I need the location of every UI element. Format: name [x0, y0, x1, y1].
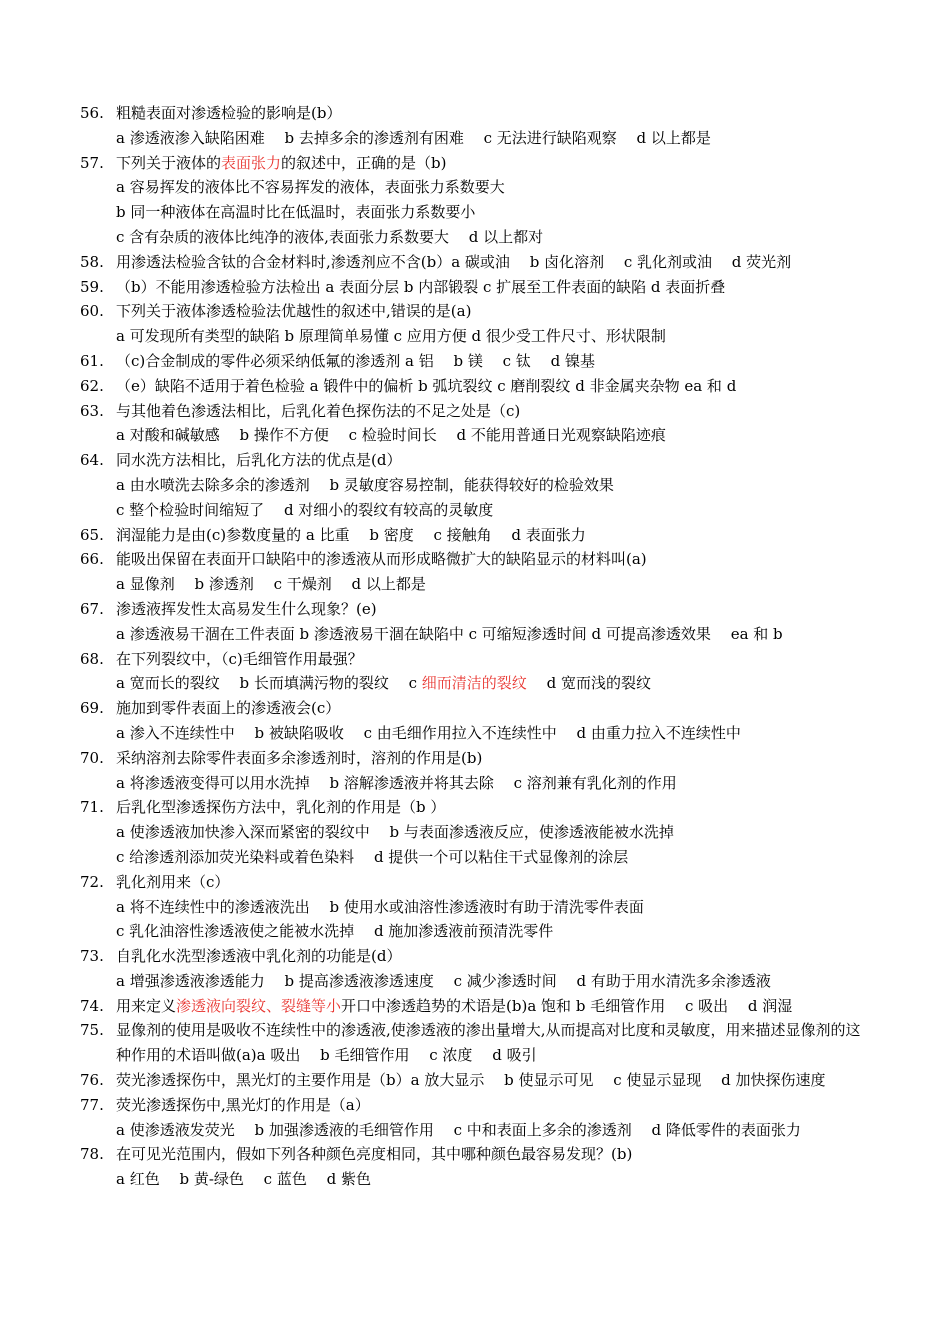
question-text [80, 448, 880, 473]
text-segment: 在可见光范围内，假如下列各种颜色亮度相同，其中哪种颜色最容易发现？(b) [116, 1145, 633, 1164]
text-segment: c 乳化油溶性渗透液使之能被水洗掉 d 施加渗透液前预清洗零件 [116, 922, 554, 941]
question-item [80, 399, 880, 449]
text-segment: c 给渗透剂添加荧光染料或着色染料 d 提供一个可以粘住干式显像剂的涂层 [116, 847, 629, 866]
question-item [80, 523, 880, 548]
answer-options [80, 324, 880, 349]
question-number: 67. [80, 599, 104, 618]
question-item [80, 870, 880, 944]
text-segment: a 显像剂 b 渗透剂 c 干燥剂 d 以上都是 [116, 575, 426, 594]
highlighted-text: 渗透液向裂纹、裂缝等小 [176, 996, 342, 1015]
highlighted-text: 表面张力 [221, 153, 282, 172]
question-text [80, 647, 880, 672]
question-number: 58. [80, 252, 104, 271]
text-segment: 荧光渗透探伤中,黑光灯的作用是（a） [116, 1095, 370, 1114]
text-segment: （b）不能用渗透检验方法检出 a 表面分层 b 内部锻裂 c 扩展至工件表面的缺陷 d 表面折叠 [116, 277, 726, 296]
question-item [80, 101, 880, 151]
text-segment: 同水洗方法相比，后乳化方法的优点是(d） [116, 451, 402, 470]
question-number: 62. [80, 376, 104, 395]
text-segment: 后乳化型渗透探伤方法中，乳化剂的作用是（b ） [116, 798, 446, 817]
question-text [80, 101, 880, 126]
text-segment: a 由水喷洗去除多余的渗透剂 b 灵敏度容易控制，能获得较好的检验效果 [116, 475, 614, 494]
text-segment: 显像剂的使用是吸收不连续性中的渗透液,使渗透液的渗出量增大,从而提高对比度和灵敏度，用来描述显像剂的这种作用的术语叫做(a)a 吸出 b 毛细管作用 c 浓度 d 吸引 [116, 1021, 861, 1065]
question-number: 75. [80, 1021, 104, 1040]
question-text [80, 1142, 880, 1167]
question-number: 78. [80, 1145, 104, 1164]
text-segment: a 使渗透液加快渗入深而紧密的裂纹中 b 与表面渗透液反应，使渗透液能被水洗掉 [116, 823, 674, 842]
question-item [80, 1068, 880, 1093]
question-item [80, 250, 880, 275]
text-segment: 下列关于液体的 [116, 153, 222, 172]
answer-options [80, 126, 880, 151]
question-item [80, 349, 880, 374]
answer-options [80, 225, 880, 250]
question-text [80, 1068, 866, 1093]
question-number: 77. [80, 1095, 104, 1114]
question-item [80, 1142, 880, 1192]
text-segment: 开口中渗透趋势的术语是(b)a 饱和 b 毛细管作用 c 吸出 d 润湿 [341, 996, 793, 1015]
question-text [80, 250, 880, 275]
question-item [80, 944, 880, 994]
text-segment: a 将渗透液变得可以用水洗掉 b 溶解渗透液并将其去除 c 溶剂兼有乳化剂的作用 [116, 773, 677, 792]
highlighted-text: 细而清洁的裂纹 [421, 674, 527, 693]
answer-options [80, 721, 880, 746]
text-segment: 采纳溶剂去除零件表面多余渗透剂时，溶剂的作用是(b) [116, 748, 483, 767]
question-text [80, 374, 880, 399]
question-item [80, 448, 880, 522]
question-number: 64. [80, 451, 104, 470]
question-item [80, 795, 880, 869]
question-text [80, 944, 880, 969]
text-segment: 自乳化水洗型渗透液中乳化剂的功能是(d） [116, 947, 402, 966]
text-segment: a 增强渗透液渗透能力 b 提高渗透液渗透速度 c 减少渗透时间 d 有助于用水清洗多余渗透液 [116, 971, 771, 990]
question-text [80, 151, 880, 176]
answer-options [80, 622, 880, 647]
question-number: 56. [80, 104, 104, 122]
question-number: 61. [80, 351, 104, 370]
text-segment: c 整个检验时间缩短了 d 对细小的裂纹有较高的灵敏度 [116, 500, 494, 519]
question-number: 72. [80, 872, 104, 891]
text-segment: a 容易挥发的液体比不容易挥发的液体，表面张力系数要大 [116, 178, 505, 197]
question-text [80, 696, 880, 721]
text-segment: a 使渗透液发荧光 b 加强渗透液的毛细管作用 c 中和表面上多余的渗透剂 d 降低零件的表面张力 [116, 1120, 801, 1139]
question-text [80, 1093, 880, 1118]
question-number: 57. [80, 153, 104, 172]
text-segment: a 将不连续性中的渗透液洗出 b 使用水或油溶性渗透液时有助于清洗零件表面 [116, 897, 644, 916]
question-text [80, 547, 880, 572]
text-segment: a 对酸和碱敏感 b 操作不方便 c 检验时间长 d 不能用普通日光观察缺陷迹痕 [116, 426, 666, 445]
answer-options [80, 919, 880, 944]
text-segment: a 渗入不连续性中 b 被缺陷吸收 c 由毛细作用拉入不连续性中 d 由重力拉入不连续性中 [116, 723, 741, 742]
text-segment: 与其他着色渗透法相比，后乳化着色探伤法的不足之处是（c) [116, 401, 521, 420]
question-text [80, 349, 880, 374]
question-number: 76. [80, 1071, 104, 1090]
question-item [80, 547, 880, 597]
question-item [80, 597, 880, 647]
question-text [80, 795, 880, 820]
text-segment: 乳化剂用来（c） [116, 872, 230, 891]
text-segment: a 宽而长的裂纹 b 长而填满污物的裂纹 c [116, 674, 422, 693]
text-segment: （c)合金制成的零件必须采纳低氟的渗透剂 a 铝 b 镁 c 钛 d 镍基 [116, 351, 595, 370]
question-text [80, 1018, 866, 1068]
answer-options [80, 771, 880, 796]
question-number: 63. [80, 401, 104, 420]
text-segment: 润湿能力是由(c)参数度量的 a 比重 b 密度 c 接触角 d 表面张力 [116, 525, 586, 544]
text-segment: d 宽而浅的裂纹 [526, 674, 651, 693]
question-number: 66. [80, 550, 104, 569]
answer-options [80, 1118, 880, 1143]
text-segment: 下列关于液体渗透检验法优越性的叙述中,错误的是(a) [116, 302, 472, 321]
question-number: 60. [80, 302, 104, 321]
question-item [80, 299, 880, 349]
text-segment: a 渗透液易干涸在工件表面 b 渗透液易干涸在缺陷中 c 可缩短渗透时间 d 可提高渗透效果 ea 和 b [116, 624, 783, 643]
answer-options [80, 845, 880, 870]
question-item [80, 994, 880, 1019]
text-segment: b 同一种液体在高温时比在低温时，表面张力系数要小 [116, 203, 476, 222]
text-segment: （e）缺陷不适用于着色检验 a 锻件中的偏析 b 弧坑裂纹 c 磨削裂纹 d 非金属夹杂物 ea 和 d [116, 376, 737, 395]
text-segment: 渗透液挥发性太高易发生什么现象？(e) [116, 599, 377, 618]
question-number: 65. [80, 525, 104, 544]
text-segment: 在下列裂纹中，（c)毛细管作用最强？ [116, 649, 363, 668]
question-number: 68. [80, 649, 104, 668]
answer-options [80, 1167, 880, 1192]
text-segment: c 含有杂质的液体比纯净的液体,表面张力系数要大 d 以上都对 [116, 227, 544, 246]
text-segment: 的叙述中，正确的是（b) [281, 153, 447, 172]
text-segment: 粗糙表面对渗透检验的影响是(b） [116, 104, 342, 122]
answer-options [80, 671, 880, 696]
answer-options [80, 473, 880, 498]
answer-options [80, 895, 880, 920]
question-text [80, 399, 880, 424]
question-item [80, 746, 880, 796]
answer-options [80, 423, 880, 448]
question-item [80, 275, 880, 300]
question-text [80, 994, 880, 1019]
text-segment: 用来定义 [116, 996, 177, 1015]
answer-options [80, 498, 880, 523]
question-text [80, 597, 880, 622]
question-item [80, 374, 880, 399]
question-item [80, 647, 880, 697]
answer-options [80, 572, 880, 597]
question-item [80, 1018, 880, 1068]
text-segment: 施加到零件表面上的渗透液会(c） [116, 699, 341, 718]
question-item [80, 151, 880, 250]
question-text [80, 870, 880, 895]
question-number: 70. [80, 748, 104, 767]
question-text [80, 299, 880, 324]
text-segment: 能吸出保留在表面开口缺陷中的渗透液从而形成略微扩大的缺陷显示的材料叫(a) [116, 550, 647, 569]
question-item [80, 696, 880, 746]
question-item [80, 1093, 880, 1143]
text-segment: a 渗透液渗入缺陷困难 b 去掉多余的渗透剂有困难 c 无法进行缺陷观察 d 以上都是 [116, 128, 711, 147]
question-number: 74. [80, 996, 104, 1015]
question-text [80, 523, 880, 548]
question-text [80, 275, 880, 300]
text-segment: a 可发现所有类型的缺陷 b 原理简单易懂 c 应用方便 d 很少受工件尺寸、形状限制 [116, 327, 666, 346]
question-number: 59. [80, 277, 104, 296]
question-number: 71. [80, 798, 104, 817]
question-number: 69. [80, 699, 104, 718]
answer-options [80, 175, 880, 200]
text-segment: 用渗透法检验含钛的合金材料时,渗透剂应不含(b）a 碳或油 b 卤化溶剂 c 乳化剂或油 d 荧光剂 [116, 252, 792, 271]
answer-options [80, 969, 880, 994]
answer-options [80, 820, 880, 845]
question-list [80, 101, 880, 1192]
text-segment: 荧光渗透探伤中，黑光灯的主要作用是（b）a 放大显示 b 使显示可见 c 使显示显现 d 加快探伤速度 [116, 1071, 826, 1090]
answer-options [80, 200, 880, 225]
text-segment: a 红色 b 黄-绿色 c 蓝色 d 紫色 [116, 1170, 371, 1189]
question-text [80, 746, 880, 771]
question-number: 73. [80, 947, 104, 966]
